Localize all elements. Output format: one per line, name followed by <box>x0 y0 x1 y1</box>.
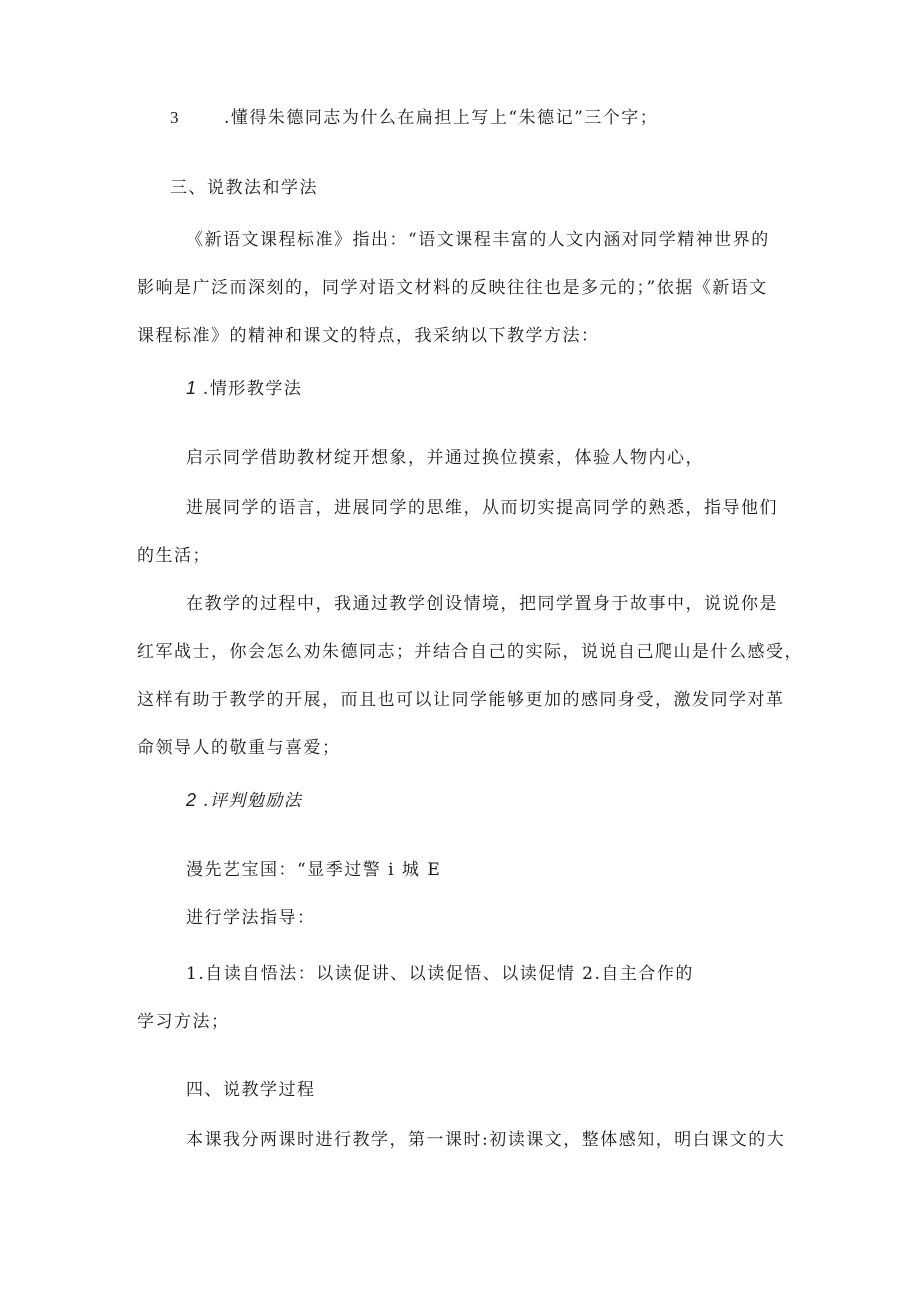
list-item-3 <box>170 106 658 130</box>
method-heading-2 <box>186 788 302 813</box>
paragraph-line: 影响是广泛而深刻的，同学对语文材料的反映往往也是多元的；”依据《新语文 <box>137 278 768 298</box>
method-title: .情形教学法 <box>202 379 303 399</box>
paragraph-line: 的生活； <box>137 546 211 566</box>
paragraph-line: 学习方法； <box>137 1012 230 1032</box>
paragraph-line: 进行学法指导： <box>186 908 316 928</box>
paragraph-line: 这样有助于教学的开展，而且也可以让同学能够更加的感同身受，激发同学对革 <box>137 690 785 710</box>
method-number: 1 <box>186 378 197 398</box>
section-heading-process: 四、说教学过程 <box>186 1080 316 1100</box>
method-heading-1 <box>186 376 302 401</box>
paragraph-line: 1.自读自悟法：以读促讲、以读促悟、以读促情 2.自主合作的 <box>186 964 694 984</box>
section-heading-methods: 三、说教法和学法 <box>170 178 318 198</box>
paragraph-line: 在教学的过程中，我通过教学创设情境，把同学置身于故事中，说说你是 <box>186 594 778 614</box>
paragraph-line: 启示同学借助教材绽开想象，并通过换位摸索，体验人物内心， <box>186 448 704 468</box>
list-item-text: .懂得朱德同志为什么在扁担上写上“朱德记”三个字； <box>224 108 659 128</box>
paragraph-line: 漫先艺宝国：“显季过警 i 城 E <box>186 860 442 880</box>
method-number: 2 <box>186 790 197 810</box>
paragraph-line: 本课我分两课时进行教学，第一课时:初读课文，整体感知，明白课文的大 <box>186 1130 786 1150</box>
paragraph-line: 课程标准》的精神和课文的特点，我采纳以下教学方法： <box>137 326 600 346</box>
method-title: .评判勉励法 <box>202 791 303 811</box>
paragraph-line: 进展同学的语言，进展同学的思维，从而切实提高同学的熟悉，指导他们 <box>186 498 778 518</box>
paragraph-line: 红军战士，你会怎么劝朱德同志；并结合自己的实际，说说自己爬山是什么感受， <box>137 642 803 662</box>
list-item-number: 3 <box>170 108 180 127</box>
paragraph-line: 《新语文课程标准》指出：“语文课程丰富的人文内涵对同学精神世界的 <box>186 230 770 250</box>
paragraph-line: 命领导人的敬重与喜爱； <box>137 738 341 758</box>
